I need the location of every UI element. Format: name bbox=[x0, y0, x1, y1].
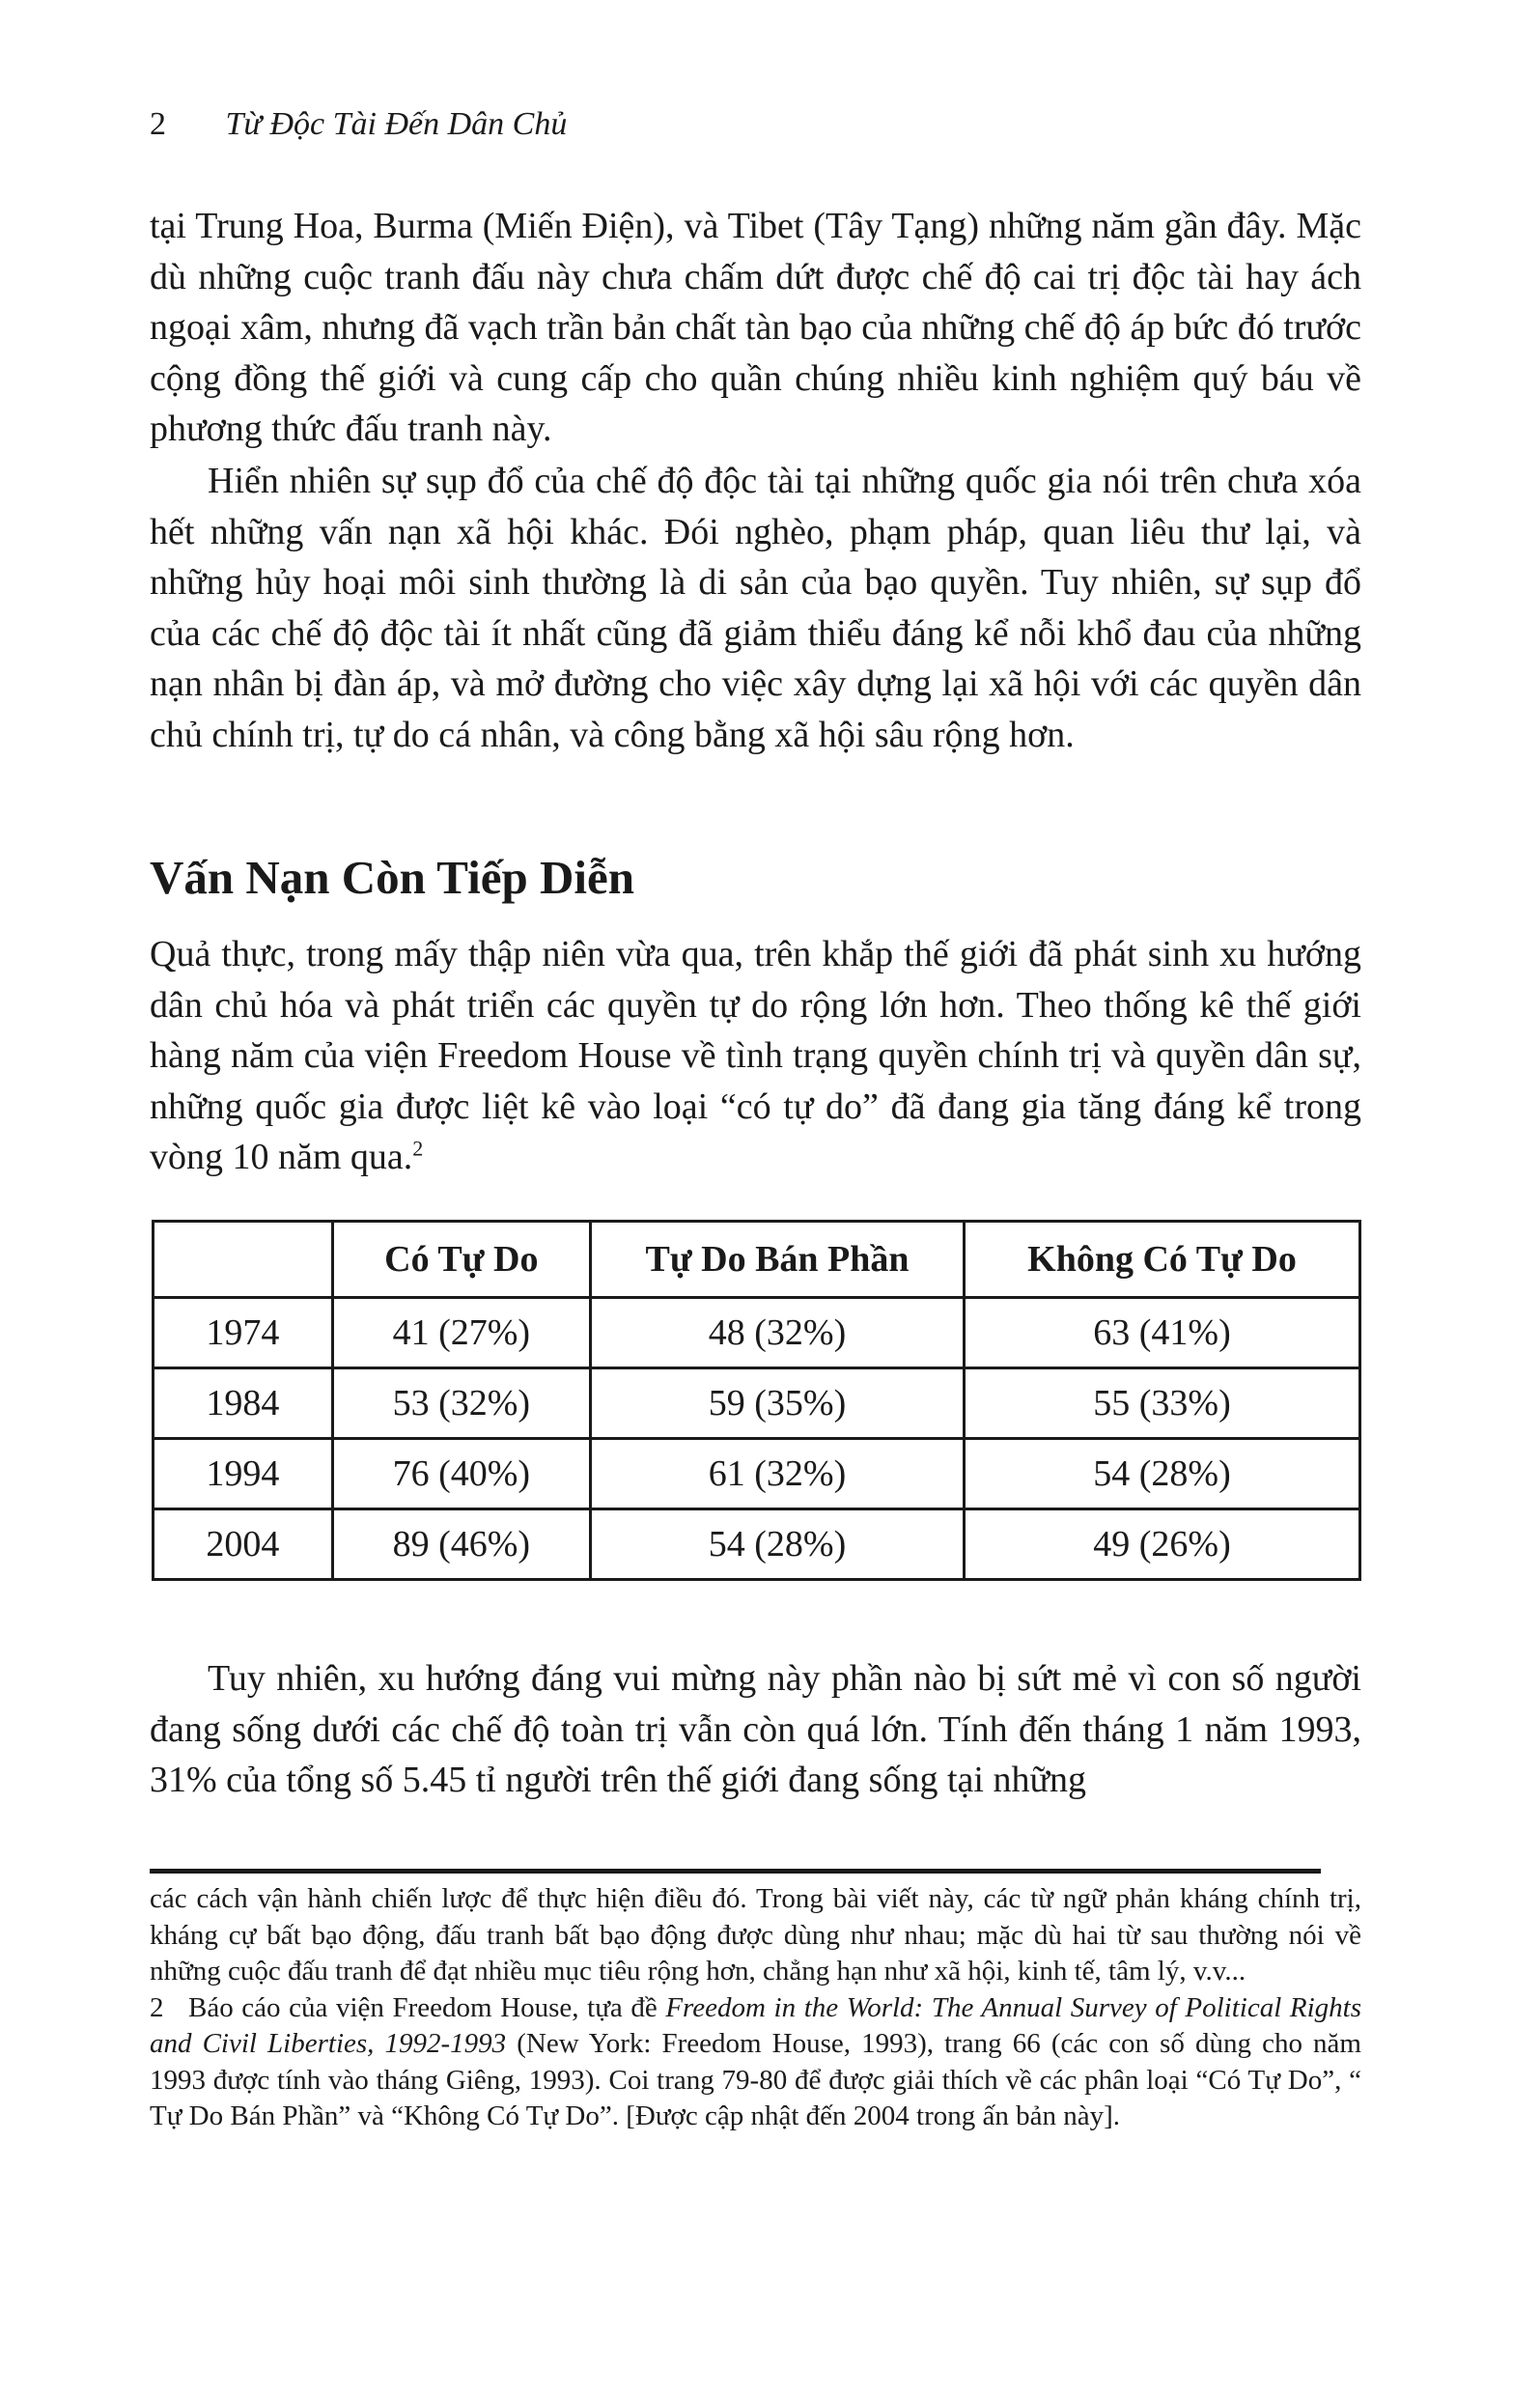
table-cell: 55 (33%) bbox=[965, 1368, 1360, 1439]
paragraph-3-text: Quả thực, trong mấy thập niên vừa qua, trên khắp thế giới đã phát sinh xu hướng dân chủ hóa và phát triển các quyền tự do rộng lớn hơn. Theo thống kê thế giới hàng năm của viện Freedom House về tình trạng quyền chính trị và quyền dân sự, những quốc gia được liệt kê vào loại “có tự do” đã đang gia tăng đáng kể trong vòng 10 năm qua. bbox=[150, 934, 1361, 1177]
table-cell: 1984 bbox=[154, 1368, 333, 1439]
footnote-2-number: 2 bbox=[150, 1991, 164, 2023]
footnote-2-title: Freedom in the World: The Annual Survey of Political Rights and Civil Liberties, 1992-1993 bbox=[150, 1991, 1361, 2059]
paragraph-3 bbox=[150, 929, 1361, 1183]
table-row bbox=[154, 1439, 1360, 1509]
paragraph-2: Hiển nhiên sự sụp đổ của chế độ độc tài tại những quốc gia nói trên chưa xóa hết những vấn nạn xã hội khác. Đói nghèo, phạm pháp, quan liêu thư lại, và những hủy hoại môi sinh thường là di sản của bạo quyền. Tuy nhiên, sự sụp đổ của các chế độ độc tài ít nhất cũng đã giảm thiểu đáng kể nỗi khổ đau của những nạn nhân bị đàn áp, và mở đường cho việc xây dựng lại xã hội với các quyền dân chủ chính trị, tự do cá nhân, và công bằng xã hội sâu rộng hơn. bbox=[150, 461, 1361, 755]
table-header-cell: Tự Do Bán Phần bbox=[591, 1222, 965, 1298]
paragraph-1: tại Trung Hoa, Burma (Miến Điện), và Tibet (Tây Tạng) những năm gần đây. Mặc dù những cuộc tranh đấu này chưa chấm dứt được chế độ cai trị độc tài hay ách ngoại xâm, nhưng đã vạch trần bản chất tàn bạo của những chế độ áp bức đó trước cộng đồng thế giới và cung cấp cho quần chúng nhiều kinh nghiệm quý báu về phương thức đấu tranh này. bbox=[150, 206, 1361, 449]
section-heading: Vấn Nạn Còn Tiếp Diễn bbox=[150, 851, 634, 904]
paragraph-4: Tuy nhiên, xu hướng đáng vui mừng này phần nào bị sứt mẻ vì con số người đang sống dưới các chế độ toàn trị vẫn còn quá lớn. Tính đến tháng 1 năm 1993, 31% của tổng số 5.45 tỉ người trên thế giới đang sống tại những bbox=[150, 1658, 1361, 1800]
table-cell: 61 (32%) bbox=[591, 1439, 965, 1509]
footnote-1-continuation: các cách vận hành chiến lược để thực hiện điều đó. Trong bài viết này, các từ ngữ phản kháng chính trị, kháng cự bất bạo động, đấu tranh bất bạo động được dùng như nhau; mặc dù hai từ sau thường nói về những cuộc đấu tranh để đạt nhiều mục tiêu rộng hơn, chẳng hạn như xã hội, kinh tế, tâm lý, v.v... bbox=[150, 1883, 1361, 1987]
table-cell: 48 (32%) bbox=[591, 1298, 965, 1368]
table-cell: 54 (28%) bbox=[591, 1509, 965, 1580]
table-header-cell bbox=[154, 1222, 333, 1298]
table-row bbox=[154, 1509, 1360, 1580]
table-header-cell: Có Tự Do bbox=[332, 1222, 590, 1298]
table-cell: 54 (28%) bbox=[965, 1439, 1360, 1509]
freedom-table bbox=[152, 1220, 1361, 1581]
table-cell: 76 (40%) bbox=[332, 1439, 590, 1509]
table-row bbox=[154, 1368, 1360, 1439]
footnote-divider bbox=[150, 1869, 1321, 1874]
table-header-row bbox=[154, 1222, 1360, 1298]
table-cell: 59 (35%) bbox=[591, 1368, 965, 1439]
footnote-2 bbox=[150, 1990, 1361, 2135]
book-title: Từ Độc Tài Đến Dân Chủ bbox=[225, 106, 568, 142]
page-number: 2 bbox=[150, 106, 166, 142]
running-header bbox=[150, 106, 567, 143]
table-cell: 49 (26%) bbox=[965, 1509, 1360, 1580]
table-cell: 1994 bbox=[154, 1439, 333, 1509]
table-row bbox=[154, 1298, 1360, 1368]
table-cell: 63 (41%) bbox=[965, 1298, 1360, 1368]
table-header-cell: Không Có Tự Do bbox=[965, 1222, 1360, 1298]
footnote-ref-2[interactable]: 2 bbox=[412, 1136, 424, 1161]
table-cell: 2004 bbox=[154, 1509, 333, 1580]
footnote-2-text-a: Báo cáo của viện Freedom House, tựa đề bbox=[188, 1991, 666, 2023]
table-cell: 1974 bbox=[154, 1298, 333, 1368]
table-cell: 53 (32%) bbox=[332, 1368, 590, 1439]
table-cell: 41 (27%) bbox=[332, 1298, 590, 1368]
table-cell: 89 (46%) bbox=[332, 1509, 590, 1580]
footnote-2-text-b: (New York: Freedom House, 1993), trang 66 (các con số dùng cho năm 1993 được tính vào tháng Giêng, 1993). Coi trang 79-80 để được giải thích về các phân loại “Có Tự Do”, “ Tự Do Bán Phần” và “Không Có Tự Do”. [Được cập nhật đến 2004 trong ấn bản này]. bbox=[150, 2028, 1361, 2131]
footnotes bbox=[150, 1881, 1361, 2135]
